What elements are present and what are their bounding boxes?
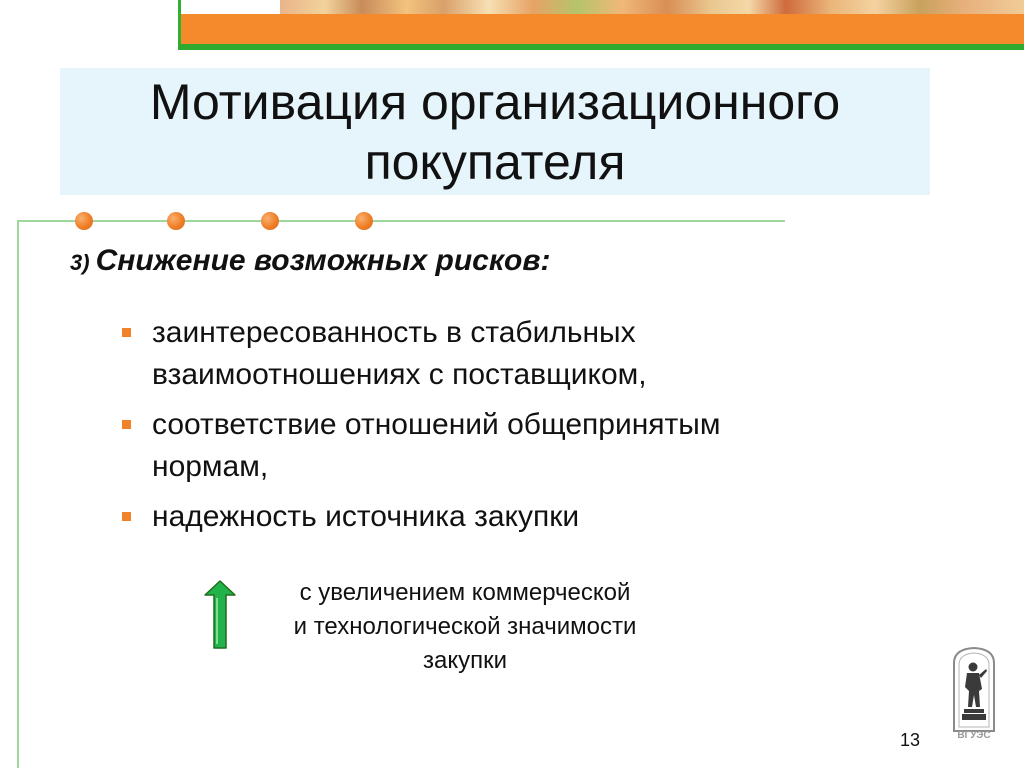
note-line-3: закупки xyxy=(422,647,508,674)
slide-title xyxy=(150,72,840,192)
bullet-square-icon xyxy=(122,420,131,429)
up-arrow-icon xyxy=(203,580,237,650)
bullet-line: взаимоотношениях с поставщиком, xyxy=(152,358,647,391)
decorative-dot xyxy=(261,212,279,230)
bullet-line: надежность источника закупки xyxy=(152,500,580,533)
note-line-1: с увеличением коммерческой xyxy=(299,579,631,606)
bullet-square-icon xyxy=(122,328,131,337)
note-line-2: и технологической значимости xyxy=(293,613,637,640)
bullet-item xyxy=(118,496,818,538)
top-decoration xyxy=(178,0,1024,50)
bullet-line: соответствие отношений общепринятым xyxy=(152,408,721,441)
bullet-square-icon xyxy=(122,512,131,521)
bullet-list xyxy=(118,312,818,546)
svg-text:ВГУЭС: ВГУЭС xyxy=(957,730,991,741)
title-line-2: покупателя xyxy=(364,133,626,190)
title-box xyxy=(60,68,930,195)
decorative-dot xyxy=(75,212,93,230)
frame-top-line xyxy=(17,220,785,222)
bullet-line: заинтересованность в стабильных xyxy=(152,316,636,349)
decorative-dot xyxy=(167,212,185,230)
section-subtitle xyxy=(70,244,550,278)
arrow-note xyxy=(255,576,675,678)
decorative-dot xyxy=(355,212,373,230)
bullet-item xyxy=(118,404,818,488)
frame-left-line xyxy=(17,221,19,768)
decorative-orange-bar xyxy=(181,14,1024,44)
subtitle-text: Снижение возможных рисков: xyxy=(95,244,551,277)
title-line-1: Мотивация организационного xyxy=(149,73,841,130)
university-logo xyxy=(950,645,998,741)
bullet-line: нормам, xyxy=(152,450,269,483)
decorative-photo-strip xyxy=(280,0,1024,15)
subtitle-number: 3) xyxy=(70,250,90,275)
bullet-item xyxy=(118,312,818,396)
decorative-green-bar xyxy=(178,44,1024,50)
page-number: 13 xyxy=(899,730,921,750)
